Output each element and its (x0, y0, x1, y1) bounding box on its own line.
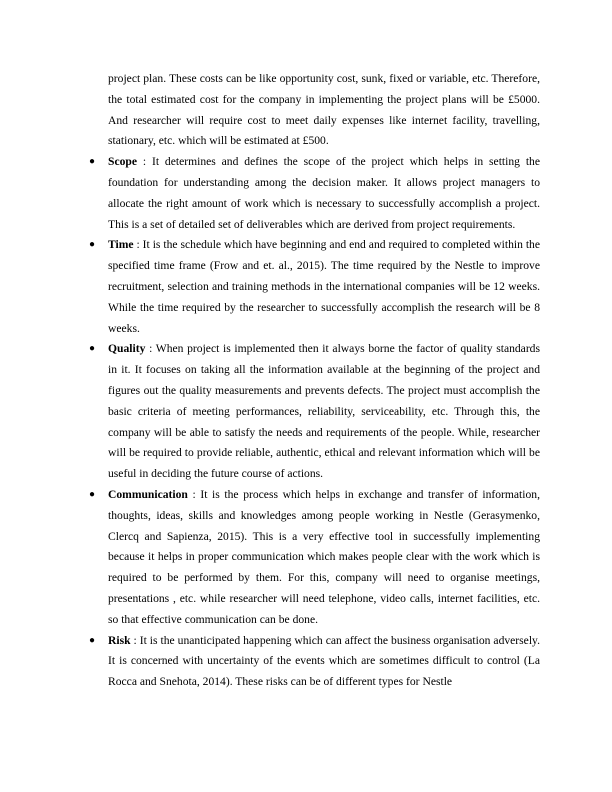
bullet-text: : It is the unanticipated happening which can affect the business organisation adversely. It is concerned with uncertainty of the events which are sometimes difficult to control (La Rocca and Snehota, 2014). These risks can be of different types for Nestle (108, 633, 540, 689)
bullet-icon: ● (89, 634, 96, 646)
bullet-icon: ● (89, 156, 96, 168)
bullet-text: : It determines and defines the scope of the project which helps in setting the foundation for understanding among the decision maker. It allows project managers to allocate the right amount of work which is necessary to successfully accomplish a project. This is a set of detailed set of deliverables which are derived from project requirements. (108, 155, 540, 231)
intro-paragraph: project plan. These costs can be like opportunity cost, sunk, fixed or variable, etc. Therefore, the total estimated cost for the company in implementing the project plans will be £5000. And researcher will require cost to meet daily expenses like internet facility, travelling, stationary, etc. which will be estimated at £500. (108, 72, 540, 148)
bullet-item-risk (89, 631, 540, 693)
bullet-icon: ● (89, 488, 96, 500)
bullet-text: : It is the schedule which have beginning and end and required to completed within the specified time frame (Frow and et. al., 2015). The time required by the Nestle to improve recruitment, selection and training methods in the international companies will be 12 weeks. While the time required by the researcher to successfully accomplish the research will be 8 weeks. (108, 238, 540, 335)
bullet-text: : When project is implemented then it always borne the factor of quality standards in it. It focuses on taking all the information available at the beginning of the project and figures out the quality measurements and prevents defects. The project must accomplish the basic criteria of meeting performances, reliability, serviceability, etc. Through this, the company will be able to satisfy the needs and requirements of the people. While, researcher will be required to provide reliable, authentic, ethical and relevant information which will be useful in deciding the future course of actions. (108, 342, 540, 481)
bullet-text: : It is the process which helps in exchange and transfer of information, thoughts, ideas, skills and knowledges among people working in Nestle (Gerasymenko, Clercq and Sapienza, 2015). This is a very effective tool in successfully implementing because it helps in proper communication which makes people clear with the work which is required to be performed by them. For this, company will need to organise meetings, presentations , etc. while researcher will need telephone, video calls, internet facilities, etc. so that effective communication can be done. (108, 487, 540, 626)
bullet-term: Communication (108, 487, 188, 501)
bullet-term: Scope (108, 155, 137, 169)
bullet-term: Risk (108, 633, 131, 647)
bullet-term: Quality (108, 342, 146, 356)
bullet-term: Time (108, 238, 134, 252)
bullet-item-scope (89, 152, 540, 235)
bullet-item-communication (89, 485, 540, 631)
bullet-item-time (89, 235, 540, 339)
bullet-item-quality (89, 339, 540, 485)
document-body (89, 69, 540, 693)
bullet-icon: ● (89, 239, 96, 251)
bullet-icon: ● (89, 343, 96, 355)
